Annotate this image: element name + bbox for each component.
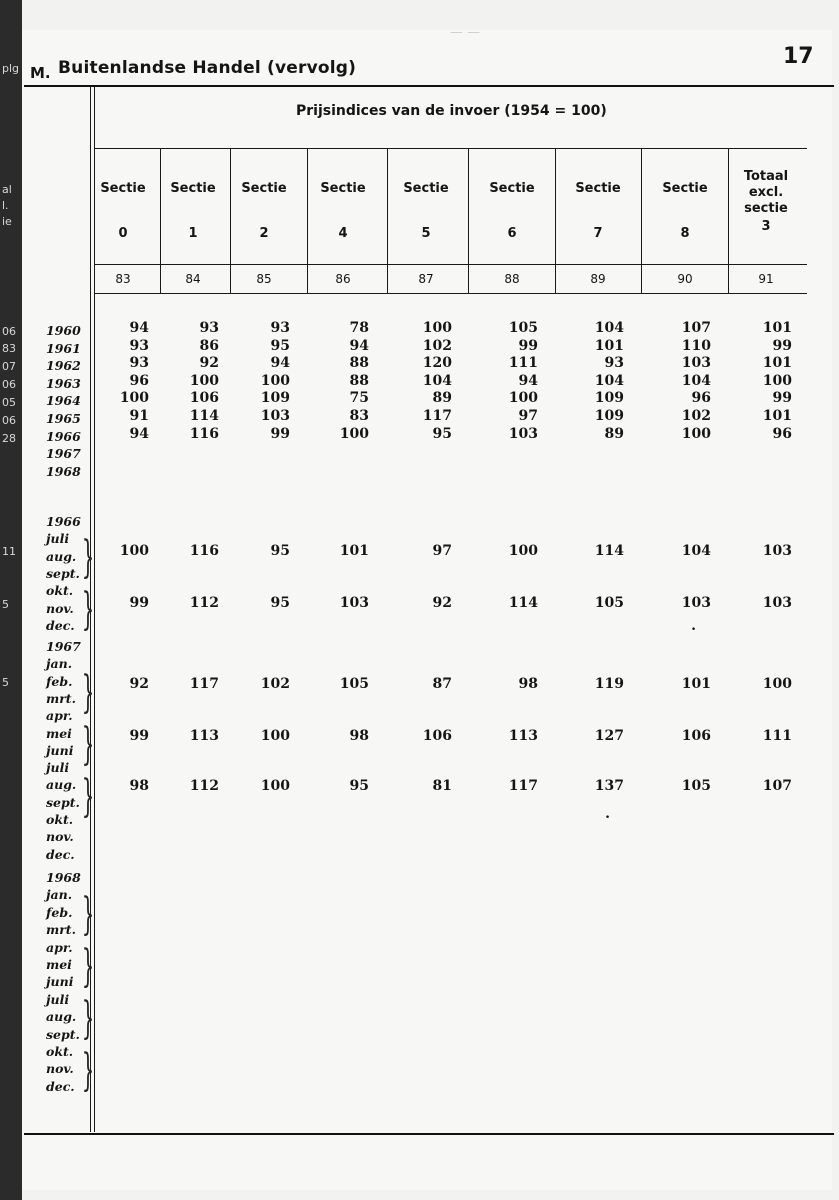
table-cell: 94 <box>349 337 369 354</box>
column-code: 84 <box>185 272 201 286</box>
table-cell: 114 <box>189 408 219 424</box>
column-code: 91 <box>758 272 774 286</box>
table-cell: 100 <box>681 425 711 442</box>
row-label-month: 1967 <box>46 639 81 654</box>
table-cell: 99 <box>518 337 538 354</box>
row-label-year: 1966 <box>46 428 81 444</box>
table-cell: 103 <box>260 408 290 424</box>
margin-fragment: al <box>2 183 12 196</box>
table-cell: 127 <box>594 728 624 744</box>
quarter-brace: } <box>81 719 95 770</box>
table-cell: 78 <box>349 320 369 336</box>
margin-fragment: 5 <box>2 598 9 611</box>
quarter-brace: } <box>81 1045 95 1096</box>
row-label-month: jan. <box>46 887 73 903</box>
table-cell: 104 <box>594 372 624 389</box>
column-rule <box>555 148 556 293</box>
table-cell: 99 <box>129 728 149 744</box>
row-label-year: 1965 <box>46 411 81 426</box>
column-code: 87 <box>418 272 434 286</box>
column-code: 85 <box>256 272 272 286</box>
column-code: 88 <box>504 272 520 286</box>
row-label-month: juli <box>46 531 70 547</box>
column-rule <box>387 148 388 293</box>
column-header-label: Sectie <box>241 181 287 196</box>
margin-fragment: 83 <box>2 342 16 355</box>
table-cell: 100 <box>119 543 149 559</box>
table-cell: 106 <box>681 728 711 744</box>
column-header-number: 2 <box>259 226 269 241</box>
margin-fragment: 5 <box>2 676 9 689</box>
column-header-label: Sectie <box>320 181 366 196</box>
table-cell: 103 <box>508 425 538 442</box>
dash-mark: . <box>691 618 696 634</box>
column-header-number: 6 <box>507 226 517 241</box>
margin-fragment: l. <box>2 199 9 212</box>
table-cell: 100 <box>260 728 290 744</box>
table-cell: 100 <box>189 372 219 389</box>
column-header-number: 7 <box>593 226 603 241</box>
margin-fragment: plg <box>2 62 20 75</box>
column-code: 89 <box>590 272 606 286</box>
column-rule <box>468 148 469 293</box>
column-header-number: 1 <box>188 226 198 241</box>
table-cell: 99 <box>772 390 792 407</box>
table-cell: 103 <box>762 543 792 559</box>
table-cell: 100 <box>762 676 792 692</box>
column-header-number: 5 <box>421 226 431 241</box>
column-header-label: Sectie <box>575 181 621 196</box>
table-title: Prijsindices van de invoer (1954 = 100) <box>296 103 607 119</box>
row-label-year: 1964 <box>46 393 81 409</box>
row-label-year: 1967 <box>46 446 81 462</box>
table-cell: 98 <box>518 676 538 692</box>
column-header-number: 4 <box>338 226 348 241</box>
row-label-month: jan. <box>46 656 73 672</box>
row-label-year: 1963 <box>46 375 81 391</box>
row-label-month: feb. <box>46 673 73 689</box>
row-label-month: okt. <box>46 583 74 599</box>
margin-fragment: 06 <box>2 325 16 338</box>
table-cell: 101 <box>681 676 711 692</box>
table-cell: 111 <box>508 355 538 372</box>
table-cell: 93 <box>604 355 624 372</box>
table-cell: 119 <box>594 676 624 692</box>
table-cell: 97 <box>518 408 538 424</box>
table-cell: 106 <box>189 390 219 407</box>
table-cell: 86 <box>199 337 219 354</box>
table-cell: 100 <box>508 390 538 407</box>
column-rule <box>641 148 642 293</box>
table-cell: 96 <box>129 372 149 389</box>
table-cell: 114 <box>594 543 624 559</box>
column-header-label: Totaal excl. sectie <box>743 169 789 216</box>
table-cell: 104 <box>681 543 711 559</box>
page-number: 17 <box>783 44 814 69</box>
table-cell: 103 <box>339 595 369 611</box>
table-cell: 104 <box>681 372 711 389</box>
table-cell: 97 <box>432 543 452 559</box>
table-cell: 112 <box>189 778 219 794</box>
table-cell: 113 <box>189 728 219 744</box>
table-cell: 81 <box>432 778 452 794</box>
row-label-month: apr. <box>46 939 73 955</box>
table-cell: 88 <box>349 355 369 372</box>
code-row-rule-top <box>94 264 807 265</box>
table-cell: 95 <box>270 543 290 559</box>
table-cell: 105 <box>508 320 538 336</box>
row-label-month: aug. <box>46 548 77 564</box>
row-label-month: juli <box>46 991 70 1007</box>
table-cell: 96 <box>772 425 792 442</box>
row-label-month: sept. <box>46 794 80 810</box>
row-label-month: aug. <box>46 777 77 793</box>
table-cell: 117 <box>422 408 452 424</box>
table-cell: 100 <box>339 425 369 442</box>
table-cell: 101 <box>339 543 369 559</box>
table-cell: 92 <box>199 355 219 372</box>
column-header-label: Sectie <box>662 181 708 196</box>
table-cell: 116 <box>189 425 219 442</box>
column-header-number: 8 <box>680 226 690 241</box>
table-cell: 100 <box>508 543 538 559</box>
quarter-brace: } <box>81 889 95 940</box>
code-row-rule-bottom <box>94 293 807 294</box>
table-cell: 100 <box>762 372 792 389</box>
margin-fragment: 05 <box>2 396 16 409</box>
quarter-brace: } <box>81 532 95 583</box>
quarter-brace: } <box>81 667 95 718</box>
column-header-label: Sectie <box>489 181 535 196</box>
row-label-month: dec. <box>46 846 75 862</box>
column-code: 86 <box>335 272 351 286</box>
table-cell: 98 <box>349 728 369 744</box>
table-cell: 93 <box>129 337 149 354</box>
row-label-month: mrt. <box>46 922 76 938</box>
table-cell: 102 <box>260 676 290 692</box>
margin-fragment: ie <box>2 215 12 228</box>
table-cell: 137 <box>594 778 624 794</box>
row-label-year: 1961 <box>46 340 81 356</box>
row-label-month: nov. <box>46 829 74 845</box>
table-cell: 100 <box>260 778 290 794</box>
row-label-month: nov. <box>46 1061 74 1077</box>
table-cell: 114 <box>508 595 538 611</box>
column-header-label: Sectie <box>170 181 216 196</box>
table-cell: 107 <box>681 320 711 336</box>
row-label-month: sept. <box>46 565 80 581</box>
table-cell: 101 <box>594 337 624 354</box>
table-cell: 103 <box>762 595 792 611</box>
row-label-month: dec. <box>46 1078 75 1094</box>
row-label-month: 1966 <box>46 514 81 529</box>
table-cell: 109 <box>594 390 624 407</box>
table-cell: 109 <box>594 408 624 424</box>
margin-fragment: 06 <box>2 414 16 427</box>
table-cell: 107 <box>762 778 792 794</box>
table-cell: 104 <box>594 320 624 336</box>
dash-mark: . <box>605 806 610 822</box>
table-cell: 95 <box>270 595 290 611</box>
table-cell: 105 <box>681 778 711 794</box>
row-label-month: mei <box>46 957 72 972</box>
table-cell: 106 <box>422 728 452 744</box>
table-cell: 98 <box>129 778 149 794</box>
table-cell: 99 <box>270 425 290 442</box>
row-label-year: 1962 <box>46 358 81 374</box>
page-title: Buitenlandse Handel (vervolg) <box>58 58 357 78</box>
row-label-year: 1960 <box>46 323 81 338</box>
quarter-brace: } <box>81 584 95 635</box>
column-header-number: 3 <box>761 219 771 234</box>
table-cell: 93 <box>199 320 219 336</box>
row-label-month: aug. <box>46 1009 77 1025</box>
margin-fragment: 07 <box>2 360 16 373</box>
table-cell: 101 <box>762 355 792 372</box>
table-cell: 95 <box>432 425 452 442</box>
row-label-month: mrt. <box>46 690 76 706</box>
table-cell: 111 <box>762 728 792 744</box>
table-cell: 96 <box>691 390 711 407</box>
margin-fragment: 28 <box>2 432 16 445</box>
table-cell: 101 <box>762 320 792 336</box>
table-cell: 99 <box>772 337 792 354</box>
column-code: 83 <box>115 272 131 286</box>
table-cell: 103 <box>681 595 711 611</box>
table-cell: 91 <box>129 408 149 424</box>
table-cell: 75 <box>349 390 369 407</box>
table-cell: 116 <box>189 543 219 559</box>
header-rule <box>24 85 834 87</box>
table-cell: 100 <box>422 320 452 336</box>
table-cell: 95 <box>349 778 369 794</box>
table-cell: 92 <box>432 595 452 611</box>
margin-fragment: 11 <box>2 545 16 558</box>
row-label-month: okt. <box>46 812 74 827</box>
table-cell: 94 <box>518 372 538 389</box>
row-label-month: dec. <box>46 617 75 633</box>
column-rule <box>728 148 729 293</box>
row-label-month: okt. <box>46 1044 74 1059</box>
table-cell: 102 <box>422 337 452 354</box>
column-header-number: 0 <box>118 226 128 241</box>
table-cell: 117 <box>508 778 538 794</box>
table-cell: 94 <box>129 425 149 442</box>
row-label-month: feb. <box>46 904 73 920</box>
row-label-month: nov. <box>46 600 74 616</box>
table-cell: 100 <box>119 390 149 407</box>
table-cell: 89 <box>604 425 624 442</box>
column-code: 90 <box>677 272 693 286</box>
margin-fragment: 06 <box>2 378 16 391</box>
table-cell: 113 <box>508 728 538 744</box>
quarter-brace: } <box>81 993 95 1044</box>
row-label-month: juli <box>46 760 70 776</box>
quarter-brace: } <box>81 771 95 822</box>
table-cell: 95 <box>270 337 290 354</box>
table-cell: 105 <box>594 595 624 611</box>
table-cell: 99 <box>129 595 149 611</box>
table-cell: 109 <box>260 390 290 407</box>
table-cell: 104 <box>422 372 452 389</box>
table-cell: 87 <box>432 676 452 692</box>
row-label-year: 1968 <box>46 463 81 479</box>
table-cell: 83 <box>349 408 369 424</box>
row-label-month: sept. <box>46 1026 80 1042</box>
table-cell: 110 <box>681 337 711 354</box>
table-cell: 112 <box>189 595 219 611</box>
table-cell: 93 <box>129 355 149 372</box>
table-cell: 94 <box>129 320 149 336</box>
column-header-label: Sectie <box>100 181 146 196</box>
row-label-month: juni <box>46 742 74 758</box>
row-label-month: juni <box>46 974 74 990</box>
table-cell: 92 <box>129 676 149 692</box>
table-cell: 103 <box>681 355 711 372</box>
table-cell: 102 <box>681 408 711 424</box>
table-cell: 101 <box>762 408 792 424</box>
section-letter: M. <box>30 64 51 82</box>
row-label-month: 1968 <box>46 870 81 885</box>
table-cell: 93 <box>270 320 290 336</box>
table-cell: 100 <box>260 372 290 389</box>
table-cell: 120 <box>422 355 452 372</box>
table-cell: 117 <box>189 676 219 692</box>
footer-rule <box>24 1133 834 1135</box>
title-rule <box>94 148 807 149</box>
table-cell: 89 <box>432 390 452 407</box>
column-header-label: Sectie <box>403 181 449 196</box>
table-cell: 88 <box>349 372 369 389</box>
table-cell: 105 <box>339 676 369 692</box>
row-label-month: mei <box>46 725 72 741</box>
quarter-brace: } <box>81 941 95 992</box>
table-cell: 94 <box>270 355 290 372</box>
row-label-month: apr. <box>46 708 73 724</box>
